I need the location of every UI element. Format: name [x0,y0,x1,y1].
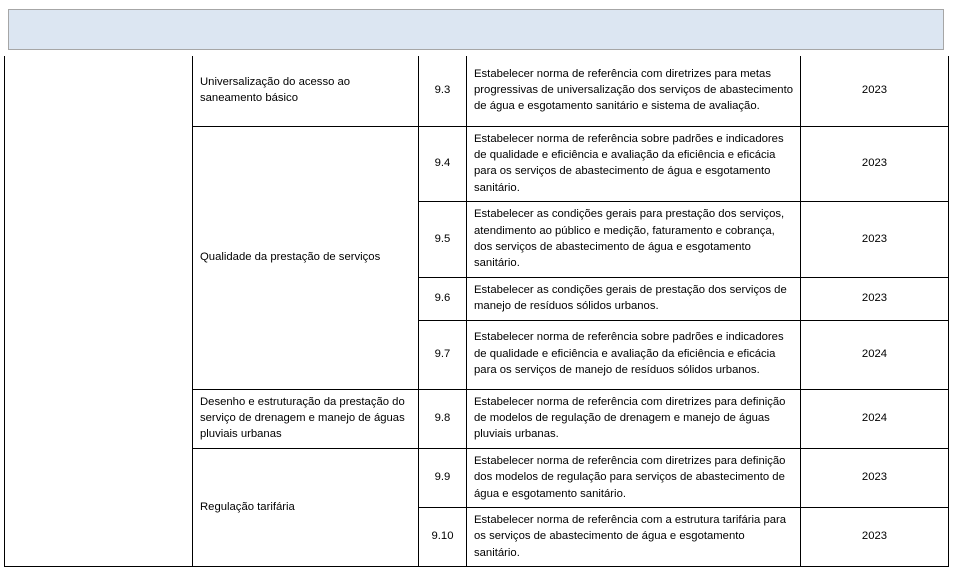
header-banner [8,9,944,50]
item-number-cell: 9.6 [419,277,467,320]
table-row [5,56,949,126]
item-number-cell: 9.10 [419,508,467,567]
year-cell: 2023 [801,202,949,278]
year-cell: 2023 [801,277,949,320]
year-cell: 2024 [801,320,949,389]
description-cell: Estabelecer norma de referência com diretrizes para metas progressivas de universalização dos serviços de abastecimento de água e esgotamento sanitário e sistema de avaliação. [467,56,801,126]
year-cell: 2023 [801,126,949,202]
item-number-cell: 9.7 [419,320,467,389]
description-cell: Estabelecer norma de referência sobre padrões e indicadores de qualidade e eficiência e avaliação da eficiência e eficácia para os serviços de abastecimento de água e esgotamento sanitário. [467,126,801,202]
norms-table [4,56,949,567]
description-cell: Estabelecer norma de referência com diretrizes para definição dos modelos de regulação para serviços de abastecimento de água e esgotamento sanitário. [467,448,801,507]
item-number-cell: 9.8 [419,389,467,448]
blank-spacer-cell [5,56,193,567]
item-number-cell: 9.4 [419,126,467,202]
description-cell: Estabelecer as condições gerais de prestação dos serviços de manejo de resíduos sólidos urbanos. [467,277,801,320]
theme-cell: Universalização do acesso ao saneamento básico [193,56,419,126]
header-banner-text [9,10,943,18]
year-cell: 2023 [801,508,949,567]
norms-table-container [4,56,948,567]
year-cell: 2023 [801,56,949,126]
theme-cell: Qualidade da prestação de serviços [193,126,419,389]
item-number-cell: 9.9 [419,448,467,507]
year-cell: 2024 [801,389,949,448]
description-cell: Estabelecer norma de referência sobre padrões e indicadores de qualidade e eficiência e avaliação da eficiência e eficácia para os serviços de manejo de resíduos sólidos urbanos. [467,320,801,389]
description-cell: Estabelecer norma de referência com a estrutura tarifária para os serviços de abastecimento de água e esgotamento sanitário. [467,508,801,567]
theme-cell: Regulação tarifária [193,448,419,566]
item-number-cell: 9.3 [419,56,467,126]
norms-table-body [5,56,949,567]
description-cell: Estabelecer as condições gerais para prestação dos serviços, atendimento ao público e medição, faturamento e cobrança, dos serviços de abastecimento de água e esgotamento sanitário. [467,202,801,278]
item-number-cell: 9.5 [419,202,467,278]
description-cell: Estabelecer norma de referência com diretrizes para definição de modelos de regulação de drenagem e manejo de águas pluviais urbanas. [467,389,801,448]
theme-cell: Desenho e estruturação da prestação do serviço de drenagem e manejo de águas pluviais urbanas [193,389,419,448]
year-cell: 2023 [801,448,949,507]
